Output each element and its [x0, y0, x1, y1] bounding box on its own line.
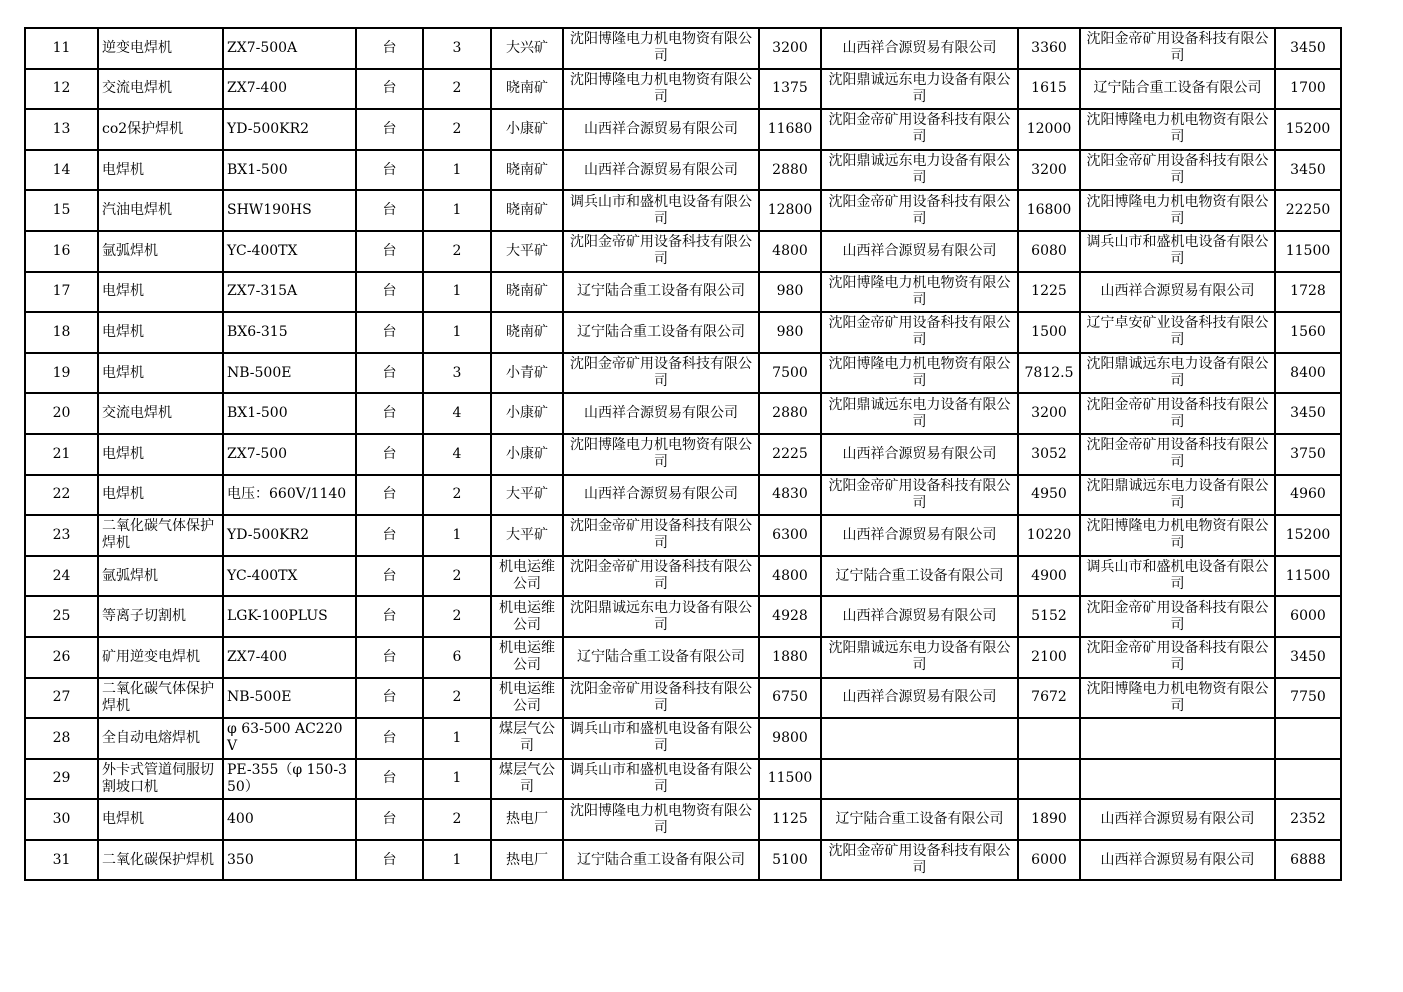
table-row: [25, 596, 1341, 637]
supplier-1-cell: 调兵山市和盛机电设备有限公司: [563, 190, 759, 231]
supplier-3-cell: 山西祥合源贸易有限公司: [1080, 840, 1275, 881]
table-row: [25, 272, 1341, 313]
supplier-3-cell: [1080, 759, 1275, 800]
unit-cell: 台: [356, 190, 423, 231]
equipment-name-cell: co2保护焊机: [98, 109, 223, 150]
row-number-cell: 27: [25, 678, 98, 719]
supplier-1-cell: 辽宁陆合重工设备有限公司: [563, 637, 759, 678]
price-2-cell: 1890: [1018, 799, 1080, 840]
unit-cell: 台: [356, 231, 423, 272]
supplier-3-cell: 沈阳金帝矿用设备科技有限公司: [1080, 393, 1275, 434]
requesting-unit-cell: 大平矿: [491, 515, 563, 556]
price-1-cell: 7500: [759, 353, 821, 394]
equipment-name-cell: 氩弧焊机: [98, 231, 223, 272]
quantity-cell: 2: [423, 799, 491, 840]
supplier-1-cell: 辽宁陆合重工设备有限公司: [563, 312, 759, 353]
quantity-cell: 1: [423, 312, 491, 353]
price-2-cell: 1500: [1018, 312, 1080, 353]
price-2-cell: 7812.5: [1018, 353, 1080, 394]
row-number-cell: 25: [25, 596, 98, 637]
row-number-cell: 16: [25, 231, 98, 272]
model-spec-cell: 400: [223, 799, 356, 840]
price-1-cell: 3200: [759, 28, 821, 69]
table-row: [25, 515, 1341, 556]
price-3-cell: 15200: [1275, 515, 1341, 556]
price-3-cell: 7750: [1275, 678, 1341, 719]
price-2-cell: 7672: [1018, 678, 1080, 719]
supplier-2-cell: 沈阳金帝矿用设备科技有限公司: [821, 840, 1018, 881]
requesting-unit-cell: 小康矿: [491, 393, 563, 434]
requesting-unit-cell: 晓南矿: [491, 272, 563, 313]
unit-cell: 台: [356, 434, 423, 475]
supplier-1-cell: 山西祥合源贸易有限公司: [563, 475, 759, 516]
row-number-cell: 24: [25, 556, 98, 597]
price-1-cell: 1125: [759, 799, 821, 840]
quantity-cell: 2: [423, 596, 491, 637]
supplier-3-cell: 沈阳金帝矿用设备科技有限公司: [1080, 596, 1275, 637]
quantity-cell: 2: [423, 556, 491, 597]
row-number-cell: 17: [25, 272, 98, 313]
price-3-cell: 6000: [1275, 596, 1341, 637]
equipment-name-cell: 氩弧焊机: [98, 556, 223, 597]
supplier-1-cell: 沈阳博隆电力机电物资有限公司: [563, 434, 759, 475]
row-number-cell: 29: [25, 759, 98, 800]
model-spec-cell: ZX7-400: [223, 637, 356, 678]
price-2-cell: [1018, 718, 1080, 759]
supplier-3-cell: 山西祥合源贸易有限公司: [1080, 272, 1275, 313]
unit-cell: 台: [356, 69, 423, 110]
price-2-cell: 3052: [1018, 434, 1080, 475]
supplier-1-cell: 山西祥合源贸易有限公司: [563, 150, 759, 191]
quantity-cell: 3: [423, 353, 491, 394]
price-1-cell: 4800: [759, 231, 821, 272]
model-spec-cell: SHW190HS: [223, 190, 356, 231]
supplier-3-cell: 沈阳博隆电力机电物资有限公司: [1080, 678, 1275, 719]
quantity-cell: 4: [423, 434, 491, 475]
price-1-cell: 4830: [759, 475, 821, 516]
row-number-cell: 20: [25, 393, 98, 434]
equipment-name-cell: 汽油电焊机: [98, 190, 223, 231]
supplier-1-cell: 调兵山市和盛机电设备有限公司: [563, 759, 759, 800]
supplier-3-cell: 沈阳金帝矿用设备科技有限公司: [1080, 637, 1275, 678]
unit-cell: 台: [356, 515, 423, 556]
equipment-name-cell: 外卡式管道伺服切割坡口机: [98, 759, 223, 800]
supplier-3-cell: 沈阳博隆电力机电物资有限公司: [1080, 109, 1275, 150]
equipment-name-cell: 二氧化碳气体保护焊机: [98, 515, 223, 556]
quantity-cell: 2: [423, 475, 491, 516]
quantity-cell: 1: [423, 515, 491, 556]
supplier-1-cell: 沈阳博隆电力机电物资有限公司: [563, 69, 759, 110]
quantity-cell: 3: [423, 28, 491, 69]
equipment-name-cell: 电焊机: [98, 799, 223, 840]
model-spec-cell: NB-500E: [223, 353, 356, 394]
requesting-unit-cell: 大平矿: [491, 231, 563, 272]
unit-cell: 台: [356, 272, 423, 313]
price-1-cell: 5100: [759, 840, 821, 881]
supplier-1-cell: 沈阳鼎诚远东电力设备有限公司: [563, 596, 759, 637]
row-number-cell: 13: [25, 109, 98, 150]
model-spec-cell: ZX7-315A: [223, 272, 356, 313]
price-1-cell: 11680: [759, 109, 821, 150]
price-2-cell: 5152: [1018, 596, 1080, 637]
table-row: [25, 556, 1341, 597]
price-2-cell: 6080: [1018, 231, 1080, 272]
price-2-cell: 12000: [1018, 109, 1080, 150]
model-spec-cell: YC-400TX: [223, 231, 356, 272]
equipment-name-cell: 二氧化碳保护焊机: [98, 840, 223, 881]
equipment-name-cell: 矿用逆变电焊机: [98, 637, 223, 678]
equipment-name-cell: 电焊机: [98, 312, 223, 353]
requesting-unit-cell: 小康矿: [491, 434, 563, 475]
unit-cell: 台: [356, 393, 423, 434]
price-2-cell: [1018, 759, 1080, 800]
price-3-cell: [1275, 759, 1341, 800]
row-number-cell: 18: [25, 312, 98, 353]
price-1-cell: 4928: [759, 596, 821, 637]
supplier-2-cell: 山西祥合源贸易有限公司: [821, 596, 1018, 637]
price-1-cell: 980: [759, 272, 821, 313]
price-3-cell: 11500: [1275, 556, 1341, 597]
price-1-cell: 1375: [759, 69, 821, 110]
model-spec-cell: PE-355（φ 150-350）: [223, 759, 356, 800]
model-spec-cell: YD-500KR2: [223, 515, 356, 556]
price-2-cell: 2100: [1018, 637, 1080, 678]
requesting-unit-cell: 机电运维公司: [491, 556, 563, 597]
price-2-cell: 1615: [1018, 69, 1080, 110]
quantity-cell: 6: [423, 637, 491, 678]
unit-cell: 台: [356, 637, 423, 678]
table-body: [25, 28, 1341, 880]
unit-cell: 台: [356, 150, 423, 191]
row-number-cell: 11: [25, 28, 98, 69]
model-spec-cell: ZX7-400: [223, 69, 356, 110]
requesting-unit-cell: 大平矿: [491, 475, 563, 516]
price-2-cell: 3200: [1018, 393, 1080, 434]
price-2-cell: 10220: [1018, 515, 1080, 556]
unit-cell: 台: [356, 109, 423, 150]
price-3-cell: 1728: [1275, 272, 1341, 313]
table-row: [25, 28, 1341, 69]
quantity-cell: 1: [423, 759, 491, 800]
price-3-cell: 11500: [1275, 231, 1341, 272]
supplier-3-cell: [1080, 718, 1275, 759]
supplier-3-cell: 沈阳博隆电力机电物资有限公司: [1080, 190, 1275, 231]
price-3-cell: 6888: [1275, 840, 1341, 881]
price-1-cell: 2880: [759, 393, 821, 434]
supplier-1-cell: 沈阳金帝矿用设备科技有限公司: [563, 556, 759, 597]
model-spec-cell: YC-400TX: [223, 556, 356, 597]
supplier-3-cell: 沈阳金帝矿用设备科技有限公司: [1080, 434, 1275, 475]
supplier-2-cell: 沈阳金帝矿用设备科技有限公司: [821, 190, 1018, 231]
table-row: [25, 393, 1341, 434]
table-row: [25, 840, 1341, 881]
model-spec-cell: NB-500E: [223, 678, 356, 719]
price-3-cell: 15200: [1275, 109, 1341, 150]
requesting-unit-cell: 晓南矿: [491, 69, 563, 110]
unit-cell: 台: [356, 353, 423, 394]
quantity-cell: 2: [423, 678, 491, 719]
supplier-3-cell: 沈阳金帝矿用设备科技有限公司: [1080, 28, 1275, 69]
requesting-unit-cell: 煤层气公司: [491, 759, 563, 800]
unit-cell: 台: [356, 799, 423, 840]
supplier-2-cell: 沈阳鼎诚远东电力设备有限公司: [821, 393, 1018, 434]
supplier-1-cell: 调兵山市和盛机电设备有限公司: [563, 718, 759, 759]
model-spec-cell: YD-500KR2: [223, 109, 356, 150]
supplier-2-cell: 沈阳鼎诚远东电力设备有限公司: [821, 637, 1018, 678]
supplier-3-cell: 辽宁卓安矿业设备科技有限公司: [1080, 312, 1275, 353]
price-3-cell: 3450: [1275, 637, 1341, 678]
table-row: [25, 718, 1341, 759]
requesting-unit-cell: 晓南矿: [491, 312, 563, 353]
price-3-cell: 1700: [1275, 69, 1341, 110]
requesting-unit-cell: 热电厂: [491, 799, 563, 840]
requesting-unit-cell: 小青矿: [491, 353, 563, 394]
row-number-cell: 23: [25, 515, 98, 556]
price-1-cell: 1880: [759, 637, 821, 678]
price-2-cell: 4900: [1018, 556, 1080, 597]
price-1-cell: 2880: [759, 150, 821, 191]
supplier-1-cell: 山西祥合源贸易有限公司: [563, 109, 759, 150]
supplier-3-cell: 沈阳鼎诚远东电力设备有限公司: [1080, 475, 1275, 516]
requesting-unit-cell: 热电厂: [491, 840, 563, 881]
row-number-cell: 26: [25, 637, 98, 678]
supplier-1-cell: 沈阳金帝矿用设备科技有限公司: [563, 515, 759, 556]
supplier-3-cell: 调兵山市和盛机电设备有限公司: [1080, 556, 1275, 597]
unit-cell: 台: [356, 596, 423, 637]
table-row: [25, 353, 1341, 394]
price-3-cell: 2352: [1275, 799, 1341, 840]
supplier-3-cell: 山西祥合源贸易有限公司: [1080, 799, 1275, 840]
table-row: [25, 637, 1341, 678]
supplier-1-cell: 沈阳金帝矿用设备科技有限公司: [563, 353, 759, 394]
model-spec-cell: 350: [223, 840, 356, 881]
row-number-cell: 22: [25, 475, 98, 516]
table-row: [25, 678, 1341, 719]
model-spec-cell: BX6-315: [223, 312, 356, 353]
equipment-name-cell: 交流电焊机: [98, 393, 223, 434]
price-1-cell: 4800: [759, 556, 821, 597]
row-number-cell: 21: [25, 434, 98, 475]
unit-cell: 台: [356, 475, 423, 516]
equipment-name-cell: 电焊机: [98, 272, 223, 313]
requesting-unit-cell: 机电运维公司: [491, 678, 563, 719]
price-1-cell: 980: [759, 312, 821, 353]
price-3-cell: 3450: [1275, 150, 1341, 191]
supplier-2-cell: 辽宁陆合重工设备有限公司: [821, 799, 1018, 840]
requesting-unit-cell: 煤层气公司: [491, 718, 563, 759]
row-number-cell: 30: [25, 799, 98, 840]
table-row: [25, 434, 1341, 475]
price-3-cell: 8400: [1275, 353, 1341, 394]
supplier-2-cell: 沈阳金帝矿用设备科技有限公司: [821, 475, 1018, 516]
price-1-cell: 2225: [759, 434, 821, 475]
price-3-cell: 3450: [1275, 28, 1341, 69]
unit-cell: 台: [356, 556, 423, 597]
row-number-cell: 31: [25, 840, 98, 881]
unit-cell: 台: [356, 759, 423, 800]
row-number-cell: 19: [25, 353, 98, 394]
supplier-3-cell: 调兵山市和盛机电设备有限公司: [1080, 231, 1275, 272]
unit-cell: 台: [356, 718, 423, 759]
supplier-1-cell: 山西祥合源贸易有限公司: [563, 393, 759, 434]
price-3-cell: [1275, 718, 1341, 759]
quantity-cell: 1: [423, 718, 491, 759]
table-row: [25, 312, 1341, 353]
price-3-cell: 4960: [1275, 475, 1341, 516]
supplier-2-cell: 沈阳鼎诚远东电力设备有限公司: [821, 69, 1018, 110]
supplier-2-cell: 山西祥合源贸易有限公司: [821, 434, 1018, 475]
price-1-cell: 9800: [759, 718, 821, 759]
row-number-cell: 14: [25, 150, 98, 191]
table-row: [25, 231, 1341, 272]
supplier-1-cell: 辽宁陆合重工设备有限公司: [563, 840, 759, 881]
table-row: [25, 799, 1341, 840]
model-spec-cell: ZX7-500: [223, 434, 356, 475]
supplier-3-cell: 沈阳博隆电力机电物资有限公司: [1080, 515, 1275, 556]
equipment-name-cell: 电焊机: [98, 475, 223, 516]
price-2-cell: 6000: [1018, 840, 1080, 881]
price-2-cell: 1225: [1018, 272, 1080, 313]
supplier-2-cell: 沈阳金帝矿用设备科技有限公司: [821, 312, 1018, 353]
supplier-3-cell: 沈阳鼎诚远东电力设备有限公司: [1080, 353, 1275, 394]
supplier-1-cell: 沈阳金帝矿用设备科技有限公司: [563, 678, 759, 719]
quantity-cell: 2: [423, 109, 491, 150]
supplier-2-cell: [821, 759, 1018, 800]
supplier-3-cell: 辽宁陆合重工设备有限公司: [1080, 69, 1275, 110]
supplier-1-cell: 沈阳博隆电力机电物资有限公司: [563, 28, 759, 69]
equipment-name-cell: 等离子切割机: [98, 596, 223, 637]
quantity-cell: 2: [423, 231, 491, 272]
quantity-cell: 1: [423, 840, 491, 881]
requesting-unit-cell: 小康矿: [491, 109, 563, 150]
table-row: [25, 190, 1341, 231]
price-3-cell: 3750: [1275, 434, 1341, 475]
price-1-cell: 6300: [759, 515, 821, 556]
supplier-2-cell: 山西祥合源贸易有限公司: [821, 28, 1018, 69]
supplier-1-cell: 沈阳博隆电力机电物资有限公司: [563, 799, 759, 840]
supplier-2-cell: 山西祥合源贸易有限公司: [821, 678, 1018, 719]
model-spec-cell: BX1-500: [223, 150, 356, 191]
supplier-2-cell: 沈阳鼎诚远东电力设备有限公司: [821, 150, 1018, 191]
requesting-unit-cell: 晓南矿: [491, 190, 563, 231]
equipment-name-cell: 二氧化碳气体保护焊机: [98, 678, 223, 719]
price-2-cell: 3200: [1018, 150, 1080, 191]
supplier-2-cell: 辽宁陆合重工设备有限公司: [821, 556, 1018, 597]
equipment-name-cell: 电焊机: [98, 150, 223, 191]
price-3-cell: 22250: [1275, 190, 1341, 231]
quantity-cell: 1: [423, 190, 491, 231]
price-1-cell: 6750: [759, 678, 821, 719]
quantity-cell: 1: [423, 150, 491, 191]
supplier-3-cell: 沈阳金帝矿用设备科技有限公司: [1080, 150, 1275, 191]
supplier-2-cell: 沈阳博隆电力机电物资有限公司: [821, 353, 1018, 394]
requesting-unit-cell: 晓南矿: [491, 150, 563, 191]
requesting-unit-cell: 机电运维公司: [491, 596, 563, 637]
supplier-2-cell: 沈阳金帝矿用设备科技有限公司: [821, 109, 1018, 150]
model-spec-cell: φ 63-500 AC220V: [223, 718, 356, 759]
model-spec-cell: ZX7-500A: [223, 28, 356, 69]
price-3-cell: 1560: [1275, 312, 1341, 353]
price-3-cell: 3450: [1275, 393, 1341, 434]
row-number-cell: 15: [25, 190, 98, 231]
price-1-cell: 12800: [759, 190, 821, 231]
table-row: [25, 69, 1341, 110]
supplier-1-cell: 沈阳金帝矿用设备科技有限公司: [563, 231, 759, 272]
price-2-cell: 16800: [1018, 190, 1080, 231]
unit-cell: 台: [356, 312, 423, 353]
unit-cell: 台: [356, 28, 423, 69]
supplier-2-cell: [821, 718, 1018, 759]
unit-cell: 台: [356, 678, 423, 719]
procurement-quote-table: [24, 27, 1342, 881]
requesting-unit-cell: 机电运维公司: [491, 637, 563, 678]
quantity-cell: 4: [423, 393, 491, 434]
equipment-name-cell: 电焊机: [98, 353, 223, 394]
model-spec-cell: BX1-500: [223, 393, 356, 434]
requesting-unit-cell: 大兴矿: [491, 28, 563, 69]
model-spec-cell: 电压：660V/1140: [223, 475, 356, 516]
equipment-name-cell: 交流电焊机: [98, 69, 223, 110]
price-1-cell: 11500: [759, 759, 821, 800]
supplier-2-cell: 沈阳博隆电力机电物资有限公司: [821, 272, 1018, 313]
supplier-1-cell: 辽宁陆合重工设备有限公司: [563, 272, 759, 313]
table-row: [25, 150, 1341, 191]
table-row: [25, 109, 1341, 150]
unit-cell: 台: [356, 840, 423, 881]
price-2-cell: 3360: [1018, 28, 1080, 69]
quantity-cell: 2: [423, 69, 491, 110]
equipment-name-cell: 全自动电熔焊机: [98, 718, 223, 759]
row-number-cell: 12: [25, 69, 98, 110]
equipment-name-cell: 逆变电焊机: [98, 28, 223, 69]
equipment-name-cell: 电焊机: [98, 434, 223, 475]
supplier-2-cell: 山西祥合源贸易有限公司: [821, 231, 1018, 272]
table-row: [25, 475, 1341, 516]
quantity-cell: 1: [423, 272, 491, 313]
supplier-2-cell: 山西祥合源贸易有限公司: [821, 515, 1018, 556]
price-2-cell: 4950: [1018, 475, 1080, 516]
model-spec-cell: LGK-100PLUS: [223, 596, 356, 637]
row-number-cell: 28: [25, 718, 98, 759]
table-row: [25, 759, 1341, 800]
